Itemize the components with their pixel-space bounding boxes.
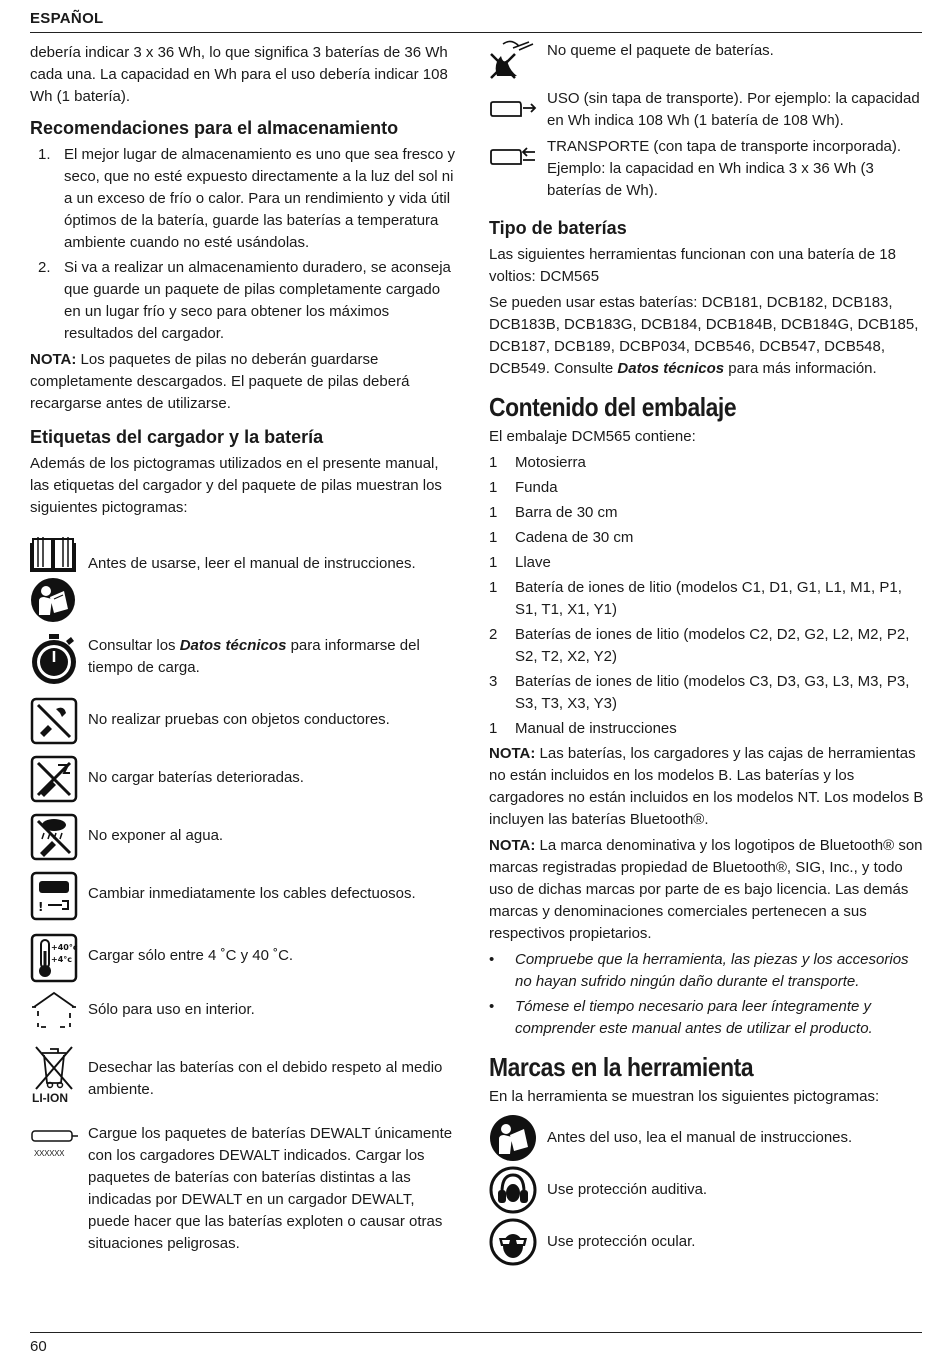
marking-hearing xyxy=(489,1166,547,1214)
left-column xyxy=(30,42,458,1255)
svg-text:+4°c: +4°c xyxy=(51,955,73,964)
bullet-item xyxy=(489,996,925,1040)
list-text: Si va a realizar un almacenamiento duradero, se aconseja que guarde un paquete de pilas completamente cargado en un lugar frío y seco para obtener los máximos resultados del cargador. xyxy=(64,259,451,342)
item-qty: 3 xyxy=(489,673,498,690)
picto-no-water xyxy=(30,813,88,861)
picto-tech-data-row xyxy=(30,633,458,689)
thermometer-icon xyxy=(30,933,78,983)
picto-transport xyxy=(489,136,547,172)
language-label: ESPAÑOL xyxy=(30,10,104,27)
svg-text:+40°c: +40°c xyxy=(51,943,78,952)
picto-read-manual-text: Antes de usarse, leer el manual de instrucciones. xyxy=(88,555,416,572)
item-qty: 1 xyxy=(489,720,498,737)
item-text: Cadena de 30 cm xyxy=(515,529,634,546)
svg-text:!: ! xyxy=(38,900,44,914)
marking-read-manual-row xyxy=(489,1112,925,1164)
picto-replace-cords-row xyxy=(30,871,458,925)
storage-list xyxy=(30,144,458,345)
item-qty: 1 xyxy=(489,504,498,521)
eye-protection-icon xyxy=(489,1218,537,1266)
contents-intro: El embalaje DCM565 contiene: xyxy=(489,428,696,445)
list-text: El mejor lugar de almacenamiento es uno que sea fresco y seco, que no esté expuesto directamente a la luz del sol ni a un exceso de frío o calor. Para un rendimiento y vida útil óptimos de la batería, guarde las baterías a temperatura ambiente cuando no esté usándolas. xyxy=(64,146,456,251)
picto-no-conductive-row xyxy=(30,697,458,747)
picto-replace-cords-text: Cambiar inmediatamente los cables defectuosos. xyxy=(88,885,416,902)
contents-note-1 xyxy=(489,743,925,831)
read-manual-icon xyxy=(30,577,76,623)
note-text: La marca denominativa y los logotipos de Bluetooth® son marcas registradas propiedad de Bluetooth®, SIG, Inc., y todo uso de dichas marcas por parte de es bajo licencia. Las demás marcas y denominaciones comerciales pertenecen a sus respectivos propietarios. xyxy=(489,837,923,942)
battery-type-p2-post: para más información. xyxy=(724,360,877,377)
bullet-dot: • xyxy=(489,951,495,968)
storage-note xyxy=(30,349,458,415)
marking-eye-text: Use protección ocular. xyxy=(547,1233,696,1250)
picto-tech-data xyxy=(30,633,88,685)
picto-transport-text: TRANSPORTE (con tapa de transporte incorporada). Ejemplo: la capacidad en Wh indica 3 x 36 Wh (3 baterías de Wh). xyxy=(547,138,902,199)
picto-use-row xyxy=(489,88,925,136)
list-item xyxy=(30,144,458,254)
no-water-icon xyxy=(30,813,78,861)
charger-model-label: XXXXXX xyxy=(34,1149,65,1158)
item-text: Motosierra xyxy=(515,454,586,471)
tech-data-post: para informarse del tiempo de carga. xyxy=(88,637,420,676)
book-icon xyxy=(30,533,76,573)
item-qty: 1 xyxy=(489,554,498,571)
list-item xyxy=(489,502,925,524)
picto-indoor xyxy=(30,991,88,1031)
picto-no-water-text: No exponer al agua. xyxy=(88,827,224,844)
contents-list xyxy=(489,452,925,740)
picto-no-conductive-text: No realizar pruebas con objetos conductores. xyxy=(88,711,390,728)
markings-heading: Marcas en la herramienta xyxy=(489,1052,754,1082)
item-qty: 2 xyxy=(489,626,498,643)
picto-indoor-row xyxy=(30,991,458,1039)
picto-no-damaged-row xyxy=(30,755,458,805)
list-item xyxy=(489,577,925,621)
recycle-bin-icon xyxy=(30,1043,78,1091)
tech-data-pre: Consultar los xyxy=(88,637,180,654)
picto-no-damaged-text: No cargar baterías deterioradas. xyxy=(88,769,304,786)
page-number: 60 xyxy=(30,1338,47,1355)
item-text: Manual de instrucciones xyxy=(515,720,677,737)
contents-heading: Contenido del embalaje xyxy=(489,392,737,422)
picto-dewalt xyxy=(30,1123,88,1159)
no-conductive-icon xyxy=(30,697,78,745)
picto-temp-row xyxy=(30,933,458,987)
picto-temp-text: Cargar sólo entre 4 ˚C y 40 ˚C. xyxy=(88,947,294,964)
note-text: Las baterías, los cargadores y las cajas de herramientas no están incluidos en los modelos B. Las baterías y los cargadores no están incluidos en los modelos NT. Los modelos B incluyen las baterías Bluetooth®. xyxy=(489,745,924,828)
item-text: Funda xyxy=(515,479,558,496)
picto-dispose-text: Desechar las baterías con el debido respeto al medio ambiente. xyxy=(88,1059,443,1098)
item-qty: 1 xyxy=(489,454,498,471)
charger-cord-icon xyxy=(30,871,78,921)
battery-type-heading: Tipo de baterías xyxy=(489,218,627,238)
picto-no-burn xyxy=(489,40,547,80)
item-qty: 1 xyxy=(489,529,498,546)
picto-indoor-text: Sólo para uso en interior. xyxy=(88,1001,255,1018)
right-column xyxy=(489,40,925,1268)
list-item xyxy=(489,452,925,474)
picto-tech-data-text xyxy=(88,633,458,679)
tech-data-bold: Datos técnicos xyxy=(179,637,287,654)
item-text: Barra de 30 cm xyxy=(515,504,618,521)
marking-hearing-text: Use protección auditiva. xyxy=(547,1181,708,1198)
item-text: Baterías de iones de litio (modelos C2, D2, G2, L2, M2, P2, S2, T2, X2, Y2) xyxy=(515,626,910,665)
house-icon xyxy=(30,991,78,1031)
picto-temp xyxy=(30,933,88,983)
battery-type-p2-pre: Se pueden usar estas baterías: DCB181, DCB182, DCB183, DCB183B, DCB183G, DCB184, DCB184B, DCB184G, DCB185, DCB187, DCB189, DCBP034, DCB546, DCB547, DCB548, DCB549. Consulte xyxy=(489,294,919,377)
list-item xyxy=(489,718,925,740)
marking-read-manual-text: Antes del uso, lea el manual de instrucciones. xyxy=(547,1129,853,1146)
bullet-dot: • xyxy=(489,998,495,1015)
marking-hearing-row xyxy=(489,1164,925,1216)
ear-protection-icon xyxy=(489,1166,537,1214)
picto-no-burn-text: No queme el paquete de baterías. xyxy=(547,42,774,59)
list-item xyxy=(489,552,925,574)
charger-battery-icon xyxy=(30,1127,80,1149)
battery-transport-icon xyxy=(489,142,539,172)
item-qty: 1 xyxy=(489,479,498,496)
item-qty: 1 xyxy=(489,579,498,596)
picto-replace-cords xyxy=(30,871,88,921)
contents-note-2 xyxy=(489,835,925,945)
picto-no-conductive xyxy=(30,697,88,745)
list-item xyxy=(489,477,925,499)
intro-paragraph: debería indicar 3 x 36 Wh, lo que significa 3 baterías de 36 Wh cada una. La capacidad en Wh para el uso debería indicar 108 Wh (1 batería). xyxy=(30,44,448,105)
picto-no-damaged xyxy=(30,755,88,803)
list-item xyxy=(489,671,925,715)
bullet-item xyxy=(489,949,925,993)
item-text: Baterías de iones de litio (modelos C3, D3, G3, L3, M3, P3, S3, T3, X3, Y3) xyxy=(515,673,910,712)
li-ion-label: LI-ION xyxy=(32,1091,68,1105)
picto-dispose xyxy=(30,1043,88,1105)
list-number: 2. xyxy=(38,259,51,276)
picto-read-manual xyxy=(30,533,88,623)
bullet-text: Tómese el tiempo necesario para leer íntegramente y comprender este manual antes de utilizar el producto. xyxy=(515,998,873,1037)
picto-use xyxy=(489,88,547,124)
battery-type-p2 xyxy=(489,292,925,380)
footer-divider xyxy=(30,1332,922,1333)
battery-use-icon xyxy=(489,94,539,124)
list-number: 1. xyxy=(38,146,51,163)
picto-dewalt-text: Cargue los paquetes de baterías DEWALT únicamente con los cargadores DEWALT indicados. Cargar los paquetes de baterías con baterías distintas a las indicadas por DEWALT en un cargador DEWALT, puede hacer que las baterías exploten o causar otras situaciones peligrosas. xyxy=(88,1125,453,1252)
list-item xyxy=(489,527,925,549)
picto-dewalt-row xyxy=(30,1123,458,1255)
no-fire-icon xyxy=(489,40,537,80)
note-text: Los paquetes de pilas no deberán guardarse completamente descargados. El paquete de pilas deberá recargarse antes de utilizarse. xyxy=(30,351,410,412)
note-label: NOTA: xyxy=(489,745,536,762)
picto-use-text: USO (sin tapa de transporte). Por ejemplo: la capacidad en Wh indica 108 Wh (1 batería de 108 Wh). xyxy=(547,90,920,129)
list-item xyxy=(30,257,458,345)
bullet-text: Compruebe que la herramienta, las piezas y los accesorios no hayan sufrido ningún daño durante el transporte. xyxy=(515,951,909,990)
item-text: Batería de iones de litio (modelos C1, D1, G1, L1, M1, P1, S1, T1, X1, Y1) xyxy=(515,579,902,618)
picto-no-burn-row xyxy=(489,40,925,88)
battery-type-p2-bold: Datos técnicos xyxy=(617,360,725,377)
read-manual-icon xyxy=(489,1114,537,1162)
marking-eye xyxy=(489,1218,547,1266)
labels-heading: Etiquetas del cargador y la batería xyxy=(30,427,324,447)
damaged-battery-icon xyxy=(30,755,78,803)
item-text: Llave xyxy=(515,554,551,571)
stopwatch-icon xyxy=(30,633,78,685)
picto-read-manual-row xyxy=(30,533,458,625)
note-label: NOTA: xyxy=(30,351,77,368)
storage-heading: Recomendaciones para el almacenamiento xyxy=(30,118,399,138)
picto-dispose-row xyxy=(30,1043,458,1117)
page-header xyxy=(30,8,922,33)
marking-eye-row xyxy=(489,1216,925,1268)
list-item xyxy=(489,624,925,668)
battery-type-p1: Las siguientes herramientas funcionan con una batería de 18 voltios: DCM565 xyxy=(489,246,896,285)
marking-read-manual xyxy=(489,1114,547,1162)
picto-no-water-row xyxy=(30,813,458,863)
markings-intro: En la herramienta se muestran los siguientes pictogramas: xyxy=(489,1088,880,1105)
picto-transport-row xyxy=(489,136,925,208)
note-label: NOTA: xyxy=(489,837,536,854)
labels-intro: Además de los pictogramas utilizados en el presente manual, las etiquetas del cargador y del paquete de pilas muestran los siguientes pictogramas: xyxy=(30,455,442,516)
